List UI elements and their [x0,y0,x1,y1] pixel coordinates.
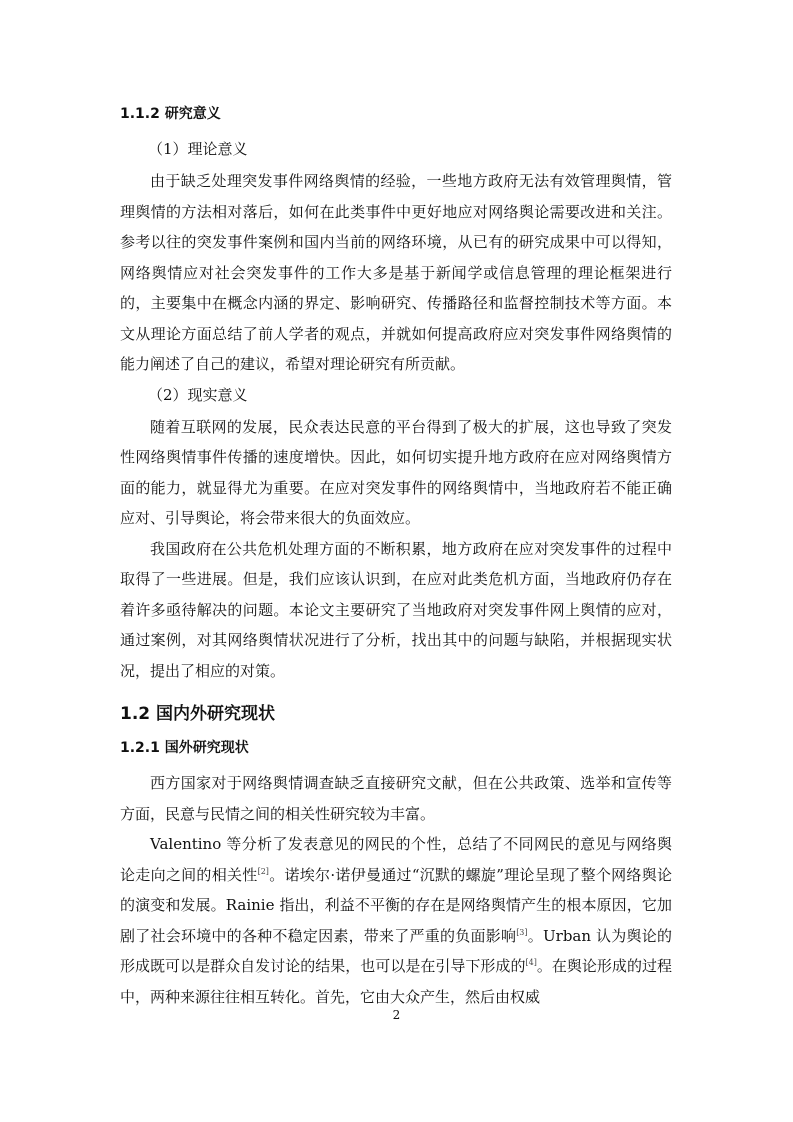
text-segment: 。Urban 认为舆论的形成既可以是群众自发讨论的结果，也可以是在引导下形成的 [120,926,672,975]
citation-ref: [3] [516,927,528,937]
page-number: 2 [392,1008,401,1022]
paragraph-practice-2: 我国政府在公共危机处理方面的不断积累，地方政府在应对突发事件的过程中取得了一些进展。但是，我们应该认识到，在应对此类危机方面，当地政府仍存在着许多亟待解决的问题。本论文主要研究了当地政府对突发事件网上舆情的应对，通过案例，对其网络舆情状况进行了分析，找出其中的问题与缺陷，并根据现实状况，提出了相应的对策。 [120,539,672,680]
document-page [120,96,672,1012]
text-segment: 。诺埃尔·诺伊曼通过“沉默的螺旋”理论呈现了整个网络舆论的演变和发展。Rainie 指出，利益不平衡的存在是网络舆情产生的根本原因，它加剧了社会环境中的各种不稳定因素，带来了严重的负面影响 [120,865,672,945]
subheading-theory: （1）理论意义 [148,140,248,158]
paragraph-theory: 由于缺乏处理突发事件网络舆情的经验，一些地方政府无法有效管理舆情，管理舆情的方法相对落后，如何在此类事件中更好地应对网络舆论需要改进和关注。参考以往的突发事件案例和国内当前的网络环境，从已有的研究成果中可以得知，网络舆情应对社会突发事件的工作大多是基于新闻学或信息管理的理论框架进行的，主要集中在概念内涵的界定、影响研究、传播路径和监督控制技术等方面。本文从理论方面总结了前人学者的观点，并就如何提高政府应对突发事件网络舆情的能力阐述了自己的建议，希望对理论研究有所贡献。 [120,172,672,373]
subheading-practice: （2）现实意义 [148,385,248,404]
paragraph-foreign-2 [120,829,672,1012]
paragraph-foreign-1: 西方国家对于网络舆情调查缺乏直接研究文献，但在公共政策、选举和宣传等方面，民意与民情之间的相关性研究较为丰富。 [120,774,672,823]
citation-ref: [4] [525,958,537,967]
text-segment: 。在舆论形成的过程中，两种来源往往相互转化。首先，它由大众产生，然后由权威 [120,957,672,1006]
section-heading-1-2-1: 1.2.1 国外研究现状 [120,740,249,756]
text-segment: Valentino 等分析了发表意见的网民的个性，总结了不同网民的意见与网络舆论走向之间的相关性 [120,835,672,884]
paragraph-practice-1: 随着互联网的发展，民众表达民意的平台得到了极大的扩展，这也导致了突发性网络舆情事件传播的速度增快。因此，如何切实提升地方政府在应对网络舆情方面的能力，就显得尤为重要。在应对突发事件的网络舆情中，当地政府若不能正确应对、引导舆论，将会带来很大的负面效应。 [120,417,672,527]
section-heading-1-1-2: 1.1.2 研究意义 [120,106,221,122]
section-heading-1-2: 1.2 国内外研究现状 [120,704,276,724]
citation-ref: [2] [257,866,269,876]
